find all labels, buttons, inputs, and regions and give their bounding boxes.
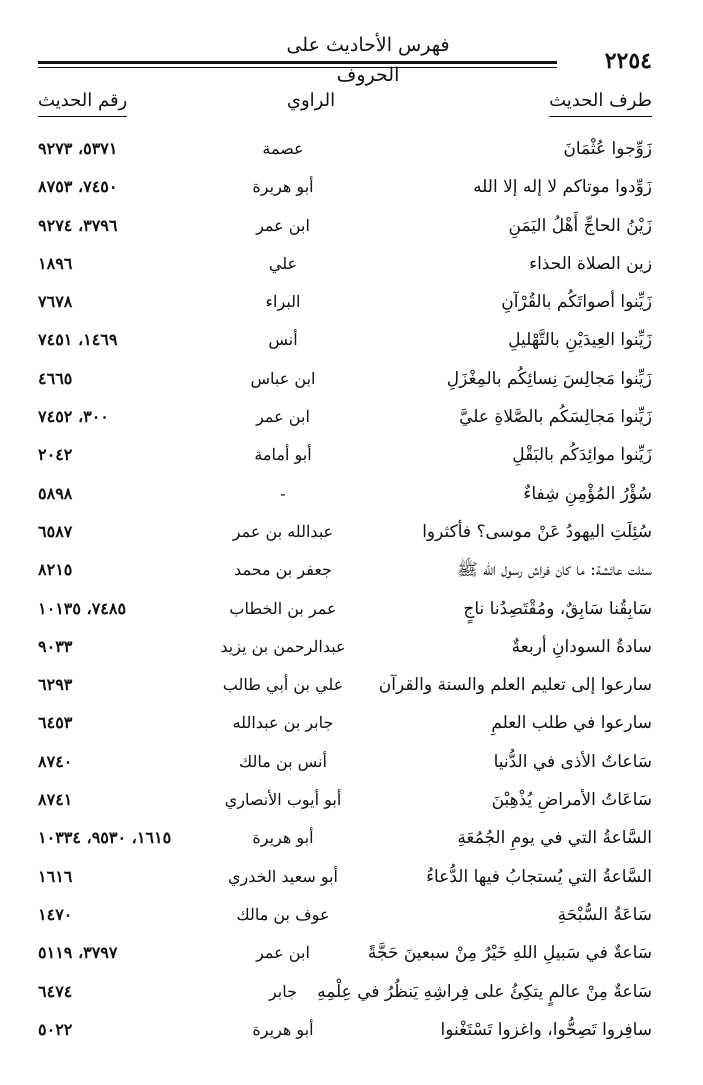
hadith-text: زَيِّنوا موائِدَكُم بالبَقْلِ (512, 445, 652, 466)
table-row (38, 130, 652, 168)
running-header (38, 30, 652, 86)
narrator: عصمة (262, 139, 304, 158)
hadith-number: ٦٤٥٣ (38, 713, 73, 733)
column-header-narrator: الراوي (286, 90, 336, 111)
table-row (38, 590, 652, 628)
hadith-text: سافِروا تَصِحُّوا، واغزوا تَسْتَغْنوا (440, 1019, 652, 1040)
hadith-number: ٧٤٨٥، ١٠١٣٥ (38, 598, 127, 618)
table-row (38, 513, 652, 551)
hadith-number: ١٨٩٦ (38, 253, 73, 273)
hadith-number: ٢٠٤٢ (38, 445, 73, 465)
hadith-text: سُؤْرُ المُؤْمِنِ شِفاءٌ (523, 483, 652, 504)
narrator: عمر بن الخطاب (229, 598, 337, 618)
hadith-text: زَيْنُ الحاجِّ أَهْلُ اليَمَنِ (508, 215, 652, 236)
table-row (38, 475, 652, 513)
hadith-number: ١٤٦٩، ٧٤٥١ (38, 330, 118, 350)
column-header-hadith: طرف الحديث (549, 88, 652, 117)
narrator: ابن عباس (250, 368, 316, 388)
narrator: - (280, 483, 286, 503)
hadith-number: ١٦١٥، ٩٥٣٠، ١٠٣٣٤ (38, 828, 172, 848)
table-row (38, 360, 652, 398)
hadith-text: زَيِّنوا مَجالِسَ نِسائِكُم بالمِغْزَلِ (446, 368, 652, 389)
narrator: البراء (265, 292, 301, 312)
narrator: جعفر بن محمد (234, 560, 332, 580)
table-row (38, 973, 652, 1011)
hadith-number: ١٦١٦ (38, 866, 73, 886)
book-title: فهرس الأحاديث على الحروف (286, 34, 450, 86)
table-row (38, 858, 652, 896)
table-row (38, 781, 652, 819)
hadith-text: سَاعَاتُ الأمراضِ يُذْهِبْنَ (491, 790, 652, 811)
hadith-number: ٣٧٩٦، ٩٢٧٤ (38, 215, 118, 235)
hadith-text: زَوِّجوا عُثْمَانَ (563, 139, 652, 159)
hadith-text: سئلت عائشة: ما كان فراش رسول الله ﷺ (457, 560, 652, 581)
narrator: أبو هريرة (252, 177, 314, 197)
narrator: ابن عمر (256, 215, 310, 235)
narrator: ابن عمر (256, 943, 310, 963)
hadith-number: ٦٢٩٣ (38, 675, 73, 695)
table-row (38, 896, 652, 934)
table-row (38, 628, 652, 666)
hadith-text: زَيِّنوا أصواتَكُم بالقُرْآنِ (501, 292, 652, 313)
hadith-text: سَابِقُنا سَابِقٌ، ومُقْتَصِدُنا ناجٍ (463, 598, 652, 619)
hadith-number: ٩٠٣٣ (38, 636, 73, 656)
column-headers (38, 88, 652, 118)
hadith-text: زَوِّدوا موتاكم لا إله إلا الله (473, 177, 652, 198)
hadith-text: سَاعاتُ الأذى في الدُّنيا (493, 751, 652, 772)
table-row (38, 934, 652, 972)
hadith-number: ١٤٧٠ (38, 904, 73, 924)
hadith-text: سادةُ السودانِ أربعةٌ (511, 636, 652, 657)
hadith-text: السَّاعةُ التي في يومِ الجُمُعَةِ (457, 828, 652, 849)
narrator: عوف بن مالك (236, 904, 330, 924)
narrator: ابن عمر (256, 407, 310, 427)
hadith-number: ٥٠٢٢ (38, 1019, 73, 1039)
table-row (38, 321, 652, 359)
hadith-number: ٥٨٩٨ (38, 483, 73, 503)
narrator: أبو هريرة (252, 828, 314, 848)
page-number: ٢٢٥٤ (599, 48, 652, 74)
narrator: جابر بن عبدالله (232, 713, 334, 733)
table-row (38, 819, 652, 857)
hadith-number: ٣٠٠، ٧٤٥٢ (38, 407, 109, 427)
narrator: علي بن أبي طالب (222, 675, 344, 695)
hadith-text: سَاعَةُ السُّبْحَةِ (557, 904, 652, 925)
hadith-number: ٧٤٥٠، ٨٧٥٣ (38, 177, 118, 197)
hadith-number: ٤٦٦٥ (38, 368, 73, 388)
table-row (38, 168, 652, 206)
narrator: أبو سعيد الخدري (228, 866, 338, 886)
hadith-text: سَاعةٌ مِنْ عالمٍ يتكِئُ على فِراشِهِ يَنظُرُ في عِلْمِهِ (317, 981, 652, 1002)
table-row (38, 436, 652, 474)
hadith-number: ٦٤٧٤ (38, 981, 73, 1001)
narrator: علي (268, 253, 298, 273)
narrator: أنس بن مالك (239, 751, 327, 771)
hadith-number: ٧٦٧٨ (38, 292, 73, 312)
narrator: أبو أيوب الأنصاري (224, 790, 342, 810)
narrator: أبو هريرة (252, 1019, 314, 1039)
narrator: أبو أمامة (254, 445, 312, 465)
hadith-number: ٨٧٤١ (38, 790, 73, 810)
narrator: عبدالرحمن بن يزيد (220, 636, 346, 656)
table-row (38, 1011, 652, 1049)
hadith-text: السَّاعةُ التي يُستجابُ فيها الدُّعاءُ (426, 866, 652, 887)
column-header-number: رقم الحديث (38, 88, 127, 117)
narrator: أنس (268, 330, 298, 350)
table-row (38, 704, 652, 742)
hadith-number: ٨٢١٥ (38, 560, 73, 580)
hadith-text: زين الصلاة الحذاء (529, 253, 652, 274)
hadith-number: ٦٥٨٧ (38, 521, 73, 541)
hadith-text: سارعوا في طلب العلمِ (491, 713, 652, 734)
table-row (38, 666, 652, 704)
hadith-text: سارعوا إلى تعليم العلم والسنة والقرآن (378, 675, 652, 696)
hadith-text: سَاعةٌ في سَبيلِ اللهِ خَيْرٌ مِنْ سبعينَ حَجَّةً (367, 943, 652, 964)
narrator: عبدالله بن عمر (232, 521, 334, 541)
table-row (38, 398, 652, 436)
table-row (38, 207, 652, 245)
hadith-text: سُئِلَتِ اليهودُ عَنْ موسى؟ فأكثروا (422, 521, 652, 542)
hadith-text: زَيِّنوا العِيدَيْنِ بالتَّهْليلِ (508, 330, 652, 351)
hadith-number: ٥٣٧١، ٩٢٧٣ (38, 139, 118, 158)
index-table (38, 130, 652, 1049)
table-row (38, 245, 652, 283)
hadith-text: زَيِّنوا مَجالِسَكُم بالصَّلاةِ عليَّ (459, 407, 652, 428)
narrator: جابر (268, 981, 298, 1001)
table-row (38, 551, 652, 589)
table-row (38, 743, 652, 781)
hadith-number: ٨٧٤٠ (38, 751, 73, 771)
hadith-number: ٣٧٩٧، ٥١١٩ (38, 943, 118, 963)
table-row (38, 283, 652, 321)
